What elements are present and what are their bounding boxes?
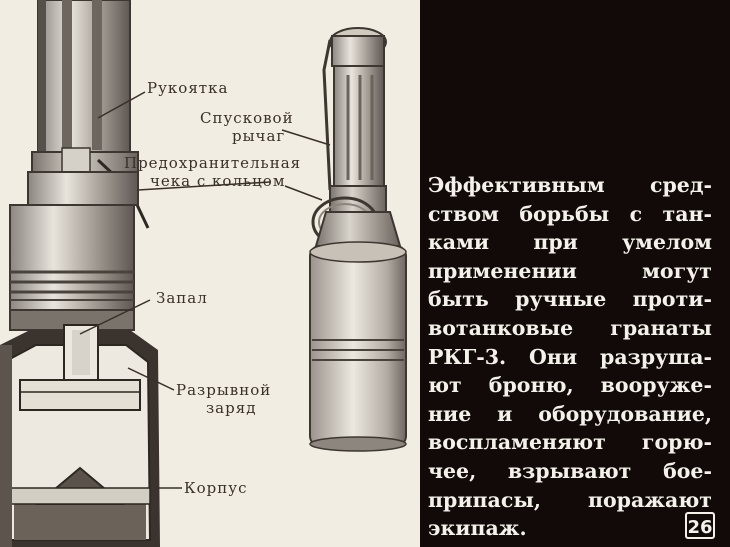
paragraph-word: ют: [428, 373, 462, 398]
paragraph-word: разруша-: [600, 344, 712, 369]
paragraph-word: воспламеняют: [428, 430, 606, 455]
label-trigger-lever-line1: Спусковой: [200, 109, 294, 127]
paragraph-line: [428, 401, 712, 427]
paragraph-word: Эффективным: [428, 173, 605, 197]
paragraph-word: гранаты: [610, 316, 712, 340]
paragraph-word: вотанковые: [428, 316, 574, 340]
paragraph-word: Они: [529, 344, 578, 369]
paragraph-word: взрывают: [507, 459, 632, 483]
paragraph-word: ством: [428, 201, 499, 226]
cutaway-grenade: [0, 0, 160, 547]
paragraph-word: при: [533, 230, 578, 255]
paragraph-word: РКГ-3.: [428, 344, 507, 369]
label-body: Корпус: [184, 479, 248, 497]
paragraph-line: [428, 487, 712, 513]
paragraph-word: умелом: [622, 230, 712, 255]
paragraph-line: [428, 258, 712, 284]
paragraph-word: сред-: [649, 173, 712, 197]
label-safety-pin-line2: чека с кольцом: [150, 172, 286, 190]
paragraph-word: быть: [428, 287, 489, 312]
paragraph-word: экипаж.: [428, 516, 527, 541]
paragraph-word: оборудование,: [538, 401, 712, 426]
label-charge-line2: заряд: [206, 399, 257, 417]
paragraph-line: [428, 229, 712, 255]
paragraph-line: [428, 344, 712, 370]
label-charge-line1: Разрывной: [176, 381, 272, 399]
paragraph-line: [428, 315, 712, 341]
paragraph-word: поражают: [587, 487, 712, 512]
paragraph-word: ками: [428, 230, 490, 255]
paragraph-word: припасы,: [428, 487, 542, 512]
paragraph-word: борьбы: [519, 201, 610, 226]
paragraph-word: могут: [642, 258, 712, 283]
label-trigger-lever-line2: рычаг: [232, 127, 286, 145]
paragraph-word: броню,: [488, 373, 574, 398]
paragraph-word: применении: [428, 258, 577, 283]
paragraph-word: тан-: [662, 201, 712, 226]
paragraph-word: ние: [428, 401, 472, 426]
paragraph-word: ручные: [515, 287, 607, 312]
paragraph-word: бое-: [663, 459, 712, 483]
paragraph-line: [428, 515, 712, 541]
paragraph-word: с: [629, 201, 643, 226]
paragraph-line: [428, 372, 712, 398]
external-grenade: [310, 28, 406, 451]
label-fuse: Запал: [156, 289, 208, 307]
paragraph-word: проти-: [632, 287, 712, 312]
paragraph-line: [428, 429, 712, 455]
paragraph-line: [428, 458, 712, 484]
paragraph-word: чее,: [428, 459, 477, 483]
paragraph-line: [428, 286, 712, 312]
paragraph-word: и: [497, 401, 513, 426]
page-number: 26: [685, 512, 715, 539]
paragraph-line: [428, 172, 712, 198]
paragraph-line: [428, 201, 712, 227]
label-safety-pin-line1: Предохранительная: [124, 154, 302, 172]
paragraph-word: вооруже-: [600, 373, 712, 398]
paragraph-word: горю-: [641, 430, 712, 455]
label-handle: Рукоятка: [147, 79, 229, 97]
